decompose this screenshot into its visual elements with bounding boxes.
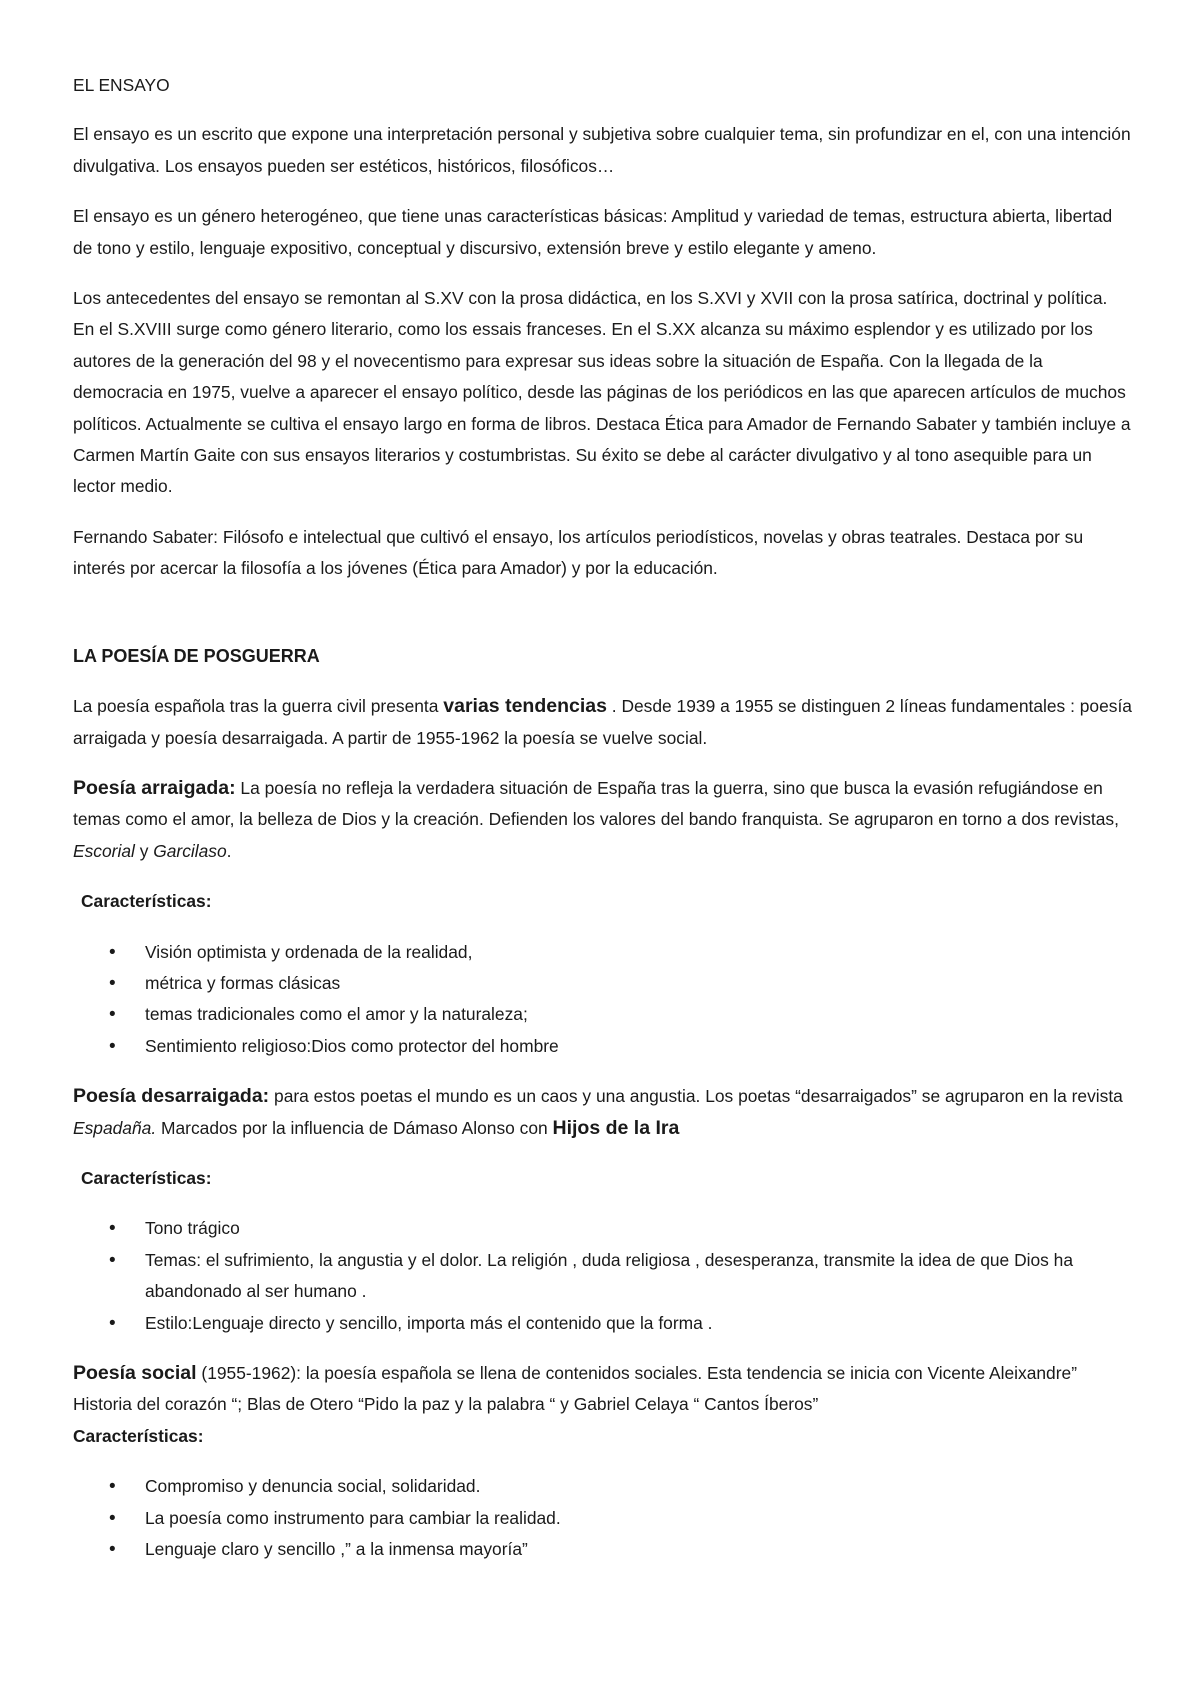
social-text: (1955-1962): la poesía española se llena de contenidos sociales. Esta tendencia se inicia con Vicente Aleixandre” Historia del corazón “; Blas de Otero “Pido la paz y la palabra “ y Gabriel Celaya “ Cantos Íberos” bbox=[73, 1363, 1077, 1415]
social-characteristics-heading: Características: bbox=[73, 1425, 204, 1446]
magazine-escorial: Escorial bbox=[73, 840, 135, 861]
list-item: • Lenguaje claro y sencillo ,” a la inmensa mayoría” bbox=[73, 1534, 1133, 1565]
ensayo-paragraph-4: Fernando Sabater: Filósofo e intelectual que cultivó el ensayo, los artículos periodísticos, novelas y obras teatrales. Destaca por su interés por acercar la filosofía a los jóvenes (Ética para Amador) y por la educación. bbox=[73, 526, 1084, 579]
desarraigada-text-2: Marcados por la influencia de Dámaso Alonso con bbox=[156, 1117, 553, 1138]
arraigada-characteristics-list bbox=[73, 937, 1133, 1063]
poesia-intro bbox=[73, 691, 1133, 754]
desarraigada-characteristics-list bbox=[73, 1213, 1133, 1339]
poesia-title: LA POESÍA DE POSGUERRA bbox=[73, 645, 320, 666]
social-label: Poesía social bbox=[73, 1362, 197, 1384]
intro-bold: varias tendencias bbox=[443, 695, 607, 718]
desarraigada-paragraph bbox=[73, 1081, 1133, 1144]
arraigada-text: La poesía no refleja la verdadera situación de España tras la guerra, sino que busca la evasión refugiándose en temas como el amor, la belleza de Dios y la creación. Defienden los valores del bando franquista. Se agruparon en torno a dos revistas, bbox=[73, 777, 1119, 830]
list-item: • Sentimiento religioso:Dios como protector del hombre bbox=[73, 1031, 1133, 1062]
document-page bbox=[73, 70, 1133, 1584]
magazine-garcilaso: Garcilaso bbox=[153, 840, 227, 861]
intro-text-after: . Desde 1939 a 1955 se distinguen 2 líneas fundamentales : poesía arraigada y poesía desarraigada. A partir de 1955-1962 la poesía se vuelve social. bbox=[73, 696, 1132, 748]
arraigada-and: y bbox=[134, 840, 154, 861]
ensayo-paragraph-1: El ensayo es un escrito que expone una interpretación personal y subjetiva sobre cualquier tema, sin profundizar en el, con una intención divulgativa. Los ensayos pueden ser estéticos, históricos, filosóficos… bbox=[73, 124, 1131, 176]
ensayo-title: EL ENSAYO bbox=[73, 75, 170, 95]
magazine-espadana: Espadaña. bbox=[73, 1117, 157, 1138]
list-item: • Temas: el sufrimiento, la angustia y el dolor. La religión , duda religiosa , desesperanza, transmite la idea de que Dios ha abandonado al ser humano . bbox=[73, 1245, 1133, 1308]
desarraigada-label: Poesía desarraigada: bbox=[73, 1085, 270, 1108]
arraigada-label: Poesía arraigada: bbox=[73, 776, 236, 799]
list-item: • temas tradicionales como el amor y la naturaleza; bbox=[73, 999, 1133, 1030]
arraigada-end: . bbox=[226, 840, 232, 861]
desarraigada-text: para estos poetas el mundo es un caos y una angustia. Los poetas “desarraigados” se agruparon en la revista bbox=[269, 1086, 1123, 1107]
social-characteristics-list bbox=[73, 1471, 1133, 1565]
book-hijos-de-la-ira: Hijos de la Ira bbox=[552, 1116, 680, 1139]
arraigada-characteristics-heading: Características: bbox=[81, 891, 212, 912]
social-paragraph bbox=[73, 1358, 1133, 1421]
ensayo-paragraph-2: El ensayo es un género heterogéneo, que tiene unas características básicas: Amplitud y variedad de temas, estructura abierta, libertad de tono y estilo, lenguaje expositivo, conceptual y discursivo, extensión breve y estilo elegante y ameno. bbox=[73, 206, 1113, 258]
ensayo-paragraph-3: Los antecedentes del ensayo se remontan al S.XV con la prosa didáctica, en los S.XVI y XVII con la prosa satírica, doctrinal y política. En el S.XVIII surge como género literario, como los essais franceses. En el S.XX alcanza su máximo esplendor y es utilizado por los autores de la generación del 98 y el novecentismo para expresar sus ideas sobre la situación de España. Con la llegada de la democracia en 1975, vuelve a aparecer el ensayo político, desde las páginas de los periódicos en las que aparecen artículos de muchos políticos. Actualmente se cultiva el ensayo largo en forma de libros. Destaca Ética para Amador de Fernando Sabater y también incluye a Carmen Martín Gaite con sus ensayos literarios y costumbristas. Su éxito se debe al carácter divulgativo y al tono asequible para un lector medio. bbox=[73, 288, 1131, 497]
list-item: • Tono trágico bbox=[73, 1213, 1133, 1244]
list-item: • Compromiso y denuncia social, solidaridad. bbox=[73, 1471, 1133, 1502]
list-item: • métrica y formas clásicas bbox=[73, 968, 1133, 999]
arraigada-paragraph bbox=[73, 773, 1133, 867]
list-item: • Visión optimista y ordenada de la realidad, bbox=[73, 937, 1133, 968]
list-item: • La poesía como instrumento para cambiar la realidad. bbox=[73, 1503, 1133, 1534]
list-item: • Estilo:Lenguaje directo y sencillo, importa más el contenido que la forma . bbox=[73, 1308, 1133, 1339]
desarraigada-characteristics-heading: Características: bbox=[81, 1167, 212, 1188]
intro-text: La poesía española tras la guerra civil presenta bbox=[73, 696, 444, 717]
